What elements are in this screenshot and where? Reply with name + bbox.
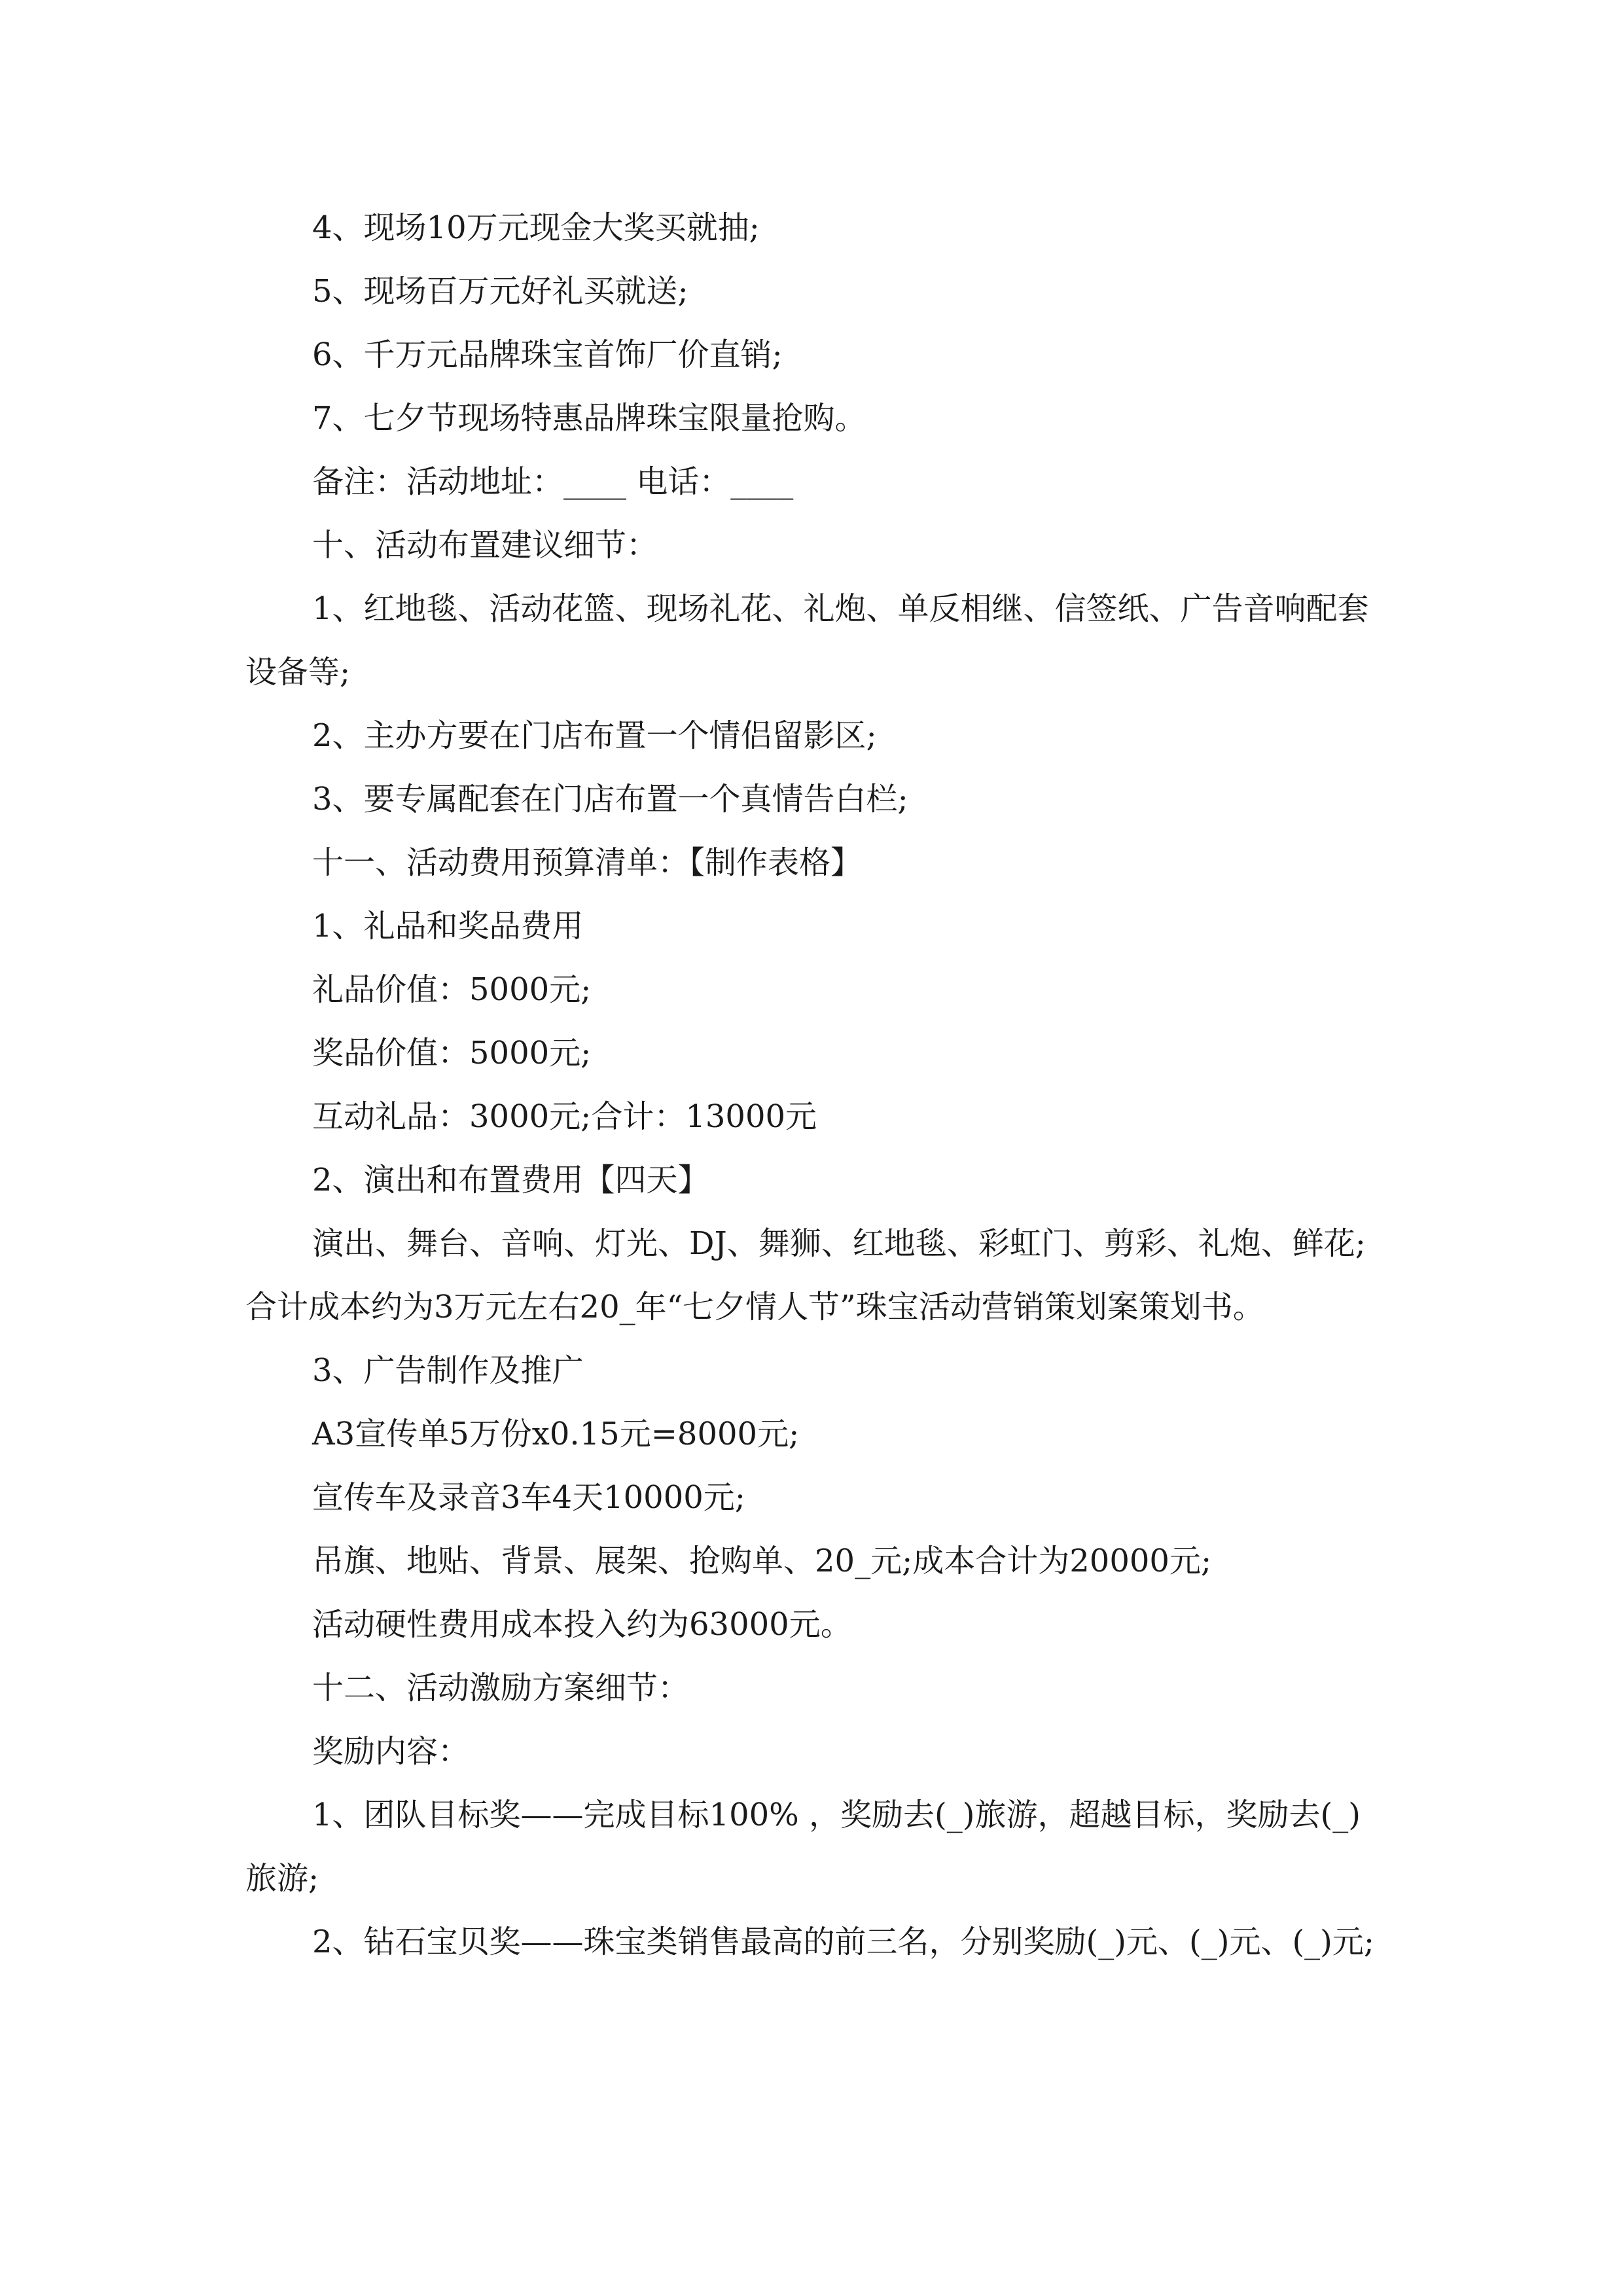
document-body [245, 196, 1387, 1974]
paragraph: 4、现场10万元现金大奖买就抽; [312, 209, 760, 246]
paragraph: 宣传车及录音3车4天10000元; [312, 1479, 745, 1516]
paragraph: 活动硬性费用成本投入约为63000元。 [312, 1606, 852, 1643]
paragraph: 奖励内容： [312, 1733, 470, 1770]
paragraph: 1、团队目标奖——完成目标100% ，奖励去(_)旅游，超越目标，奖励去(_)旅游; [245, 1797, 1361, 1897]
section-heading: 十二、活动激励方案细节： [312, 1670, 690, 1706]
paragraph: 吊旗、地贴、背景、展架、抢购单、20_元;成本合计为20000元; [312, 1543, 1212, 1579]
paragraph: 礼品价值：5000元; [312, 971, 592, 1008]
paragraph: 7、七夕节现场特惠品牌珠宝限量抢购。 [312, 400, 866, 437]
paragraph: 3、要专属配套在门店布置一个真情告白栏; [312, 781, 908, 817]
section-heading: 十一、活动费用预算清单：【制作表格】 [312, 844, 863, 881]
paragraph-note: 备注：活动地址：____ 电话：____ [312, 463, 794, 500]
paragraph: 5、现场百万元好礼买就送; [312, 273, 688, 310]
paragraph: 6、千万元品牌珠宝首饰厂价直销; [312, 336, 783, 373]
subheading: 3、广告制作及推广 [312, 1352, 584, 1389]
paragraph: 演出、舞台、音响、灯光、DJ、舞狮、红地毯、彩虹门、剪彩、礼炮、鲜花;合计成本约为3万元左右20_年“七夕情人节”珠宝活动营销策划案策划书。 [245, 1225, 1366, 1325]
paragraph: A3宣传单5万份x0.15元=8000元; [312, 1416, 800, 1452]
paragraph: 奖品价值：5000元; [312, 1035, 592, 1071]
paragraph: 互动礼品：3000元;合计：13000元 [312, 1098, 817, 1135]
subheading: 1、礼品和奖品费用 [312, 908, 584, 944]
paragraph: 2、钻石宝贝奖——珠宝类销售最高的前三名，分别奖励(_)元、(_)元、(_)元; [312, 1924, 1375, 1960]
paragraph: 2、主办方要在门店布置一个情侣留影区; [312, 717, 877, 754]
subheading: 2、演出和布置费用【四天】 [312, 1162, 709, 1198]
paragraph: 1、红地毯、活动花篮、现场礼花、礼炮、单反相继、信签纸、广告音响配套设备等; [245, 590, 1369, 691]
section-heading: 十、活动布置建议细节： [312, 527, 658, 564]
